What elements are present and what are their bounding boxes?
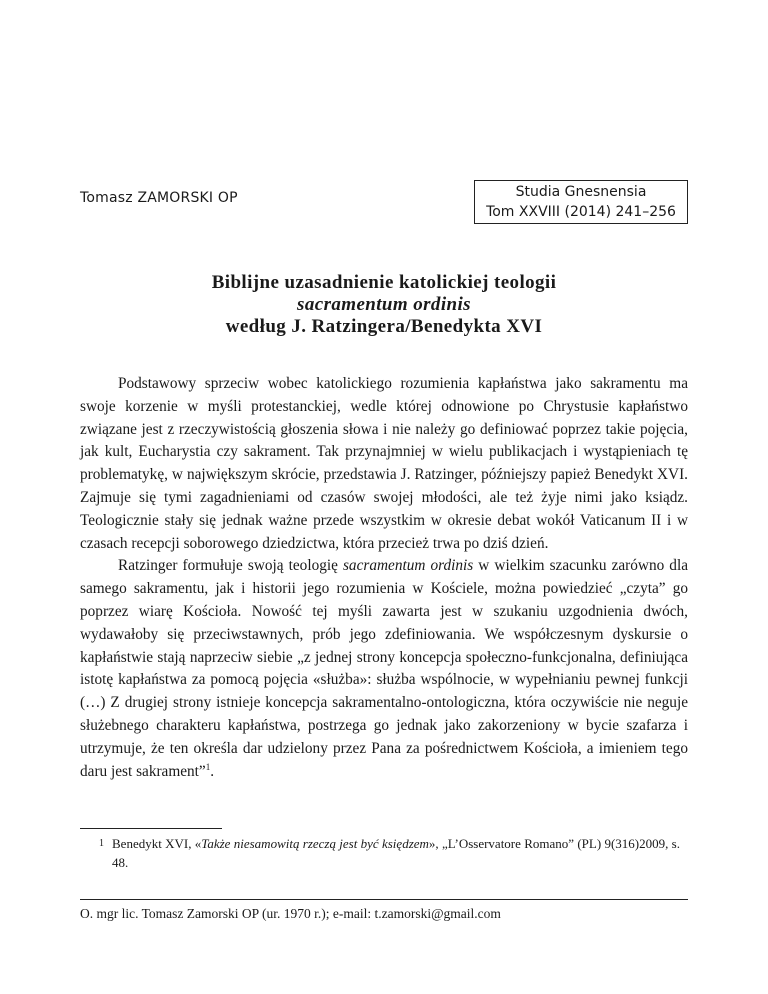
article-title [80, 272, 688, 338]
journal-info-box [474, 180, 688, 224]
paragraph-2-end: . [210, 762, 215, 780]
paragraph-2-start: Ratzinger formułuje swoją teologię [118, 557, 343, 575]
journal-volume: Tom XXVIII (2014) 241–256 [486, 204, 676, 220]
footnote-italic: Także niesamowitą rzeczą jest być księdzem [201, 836, 429, 851]
bottom-separator [80, 899, 688, 900]
author-contact: O. mgr lic. Tomasz Zamorski OP (ur. 1970 r.); e-mail: t.zamorski@gmail.com [80, 906, 501, 921]
footnote-separator [80, 828, 222, 829]
title-line-3: według J. Ratzingera/Benedykta XVI [225, 316, 543, 337]
footnote-text [104, 834, 680, 872]
footnote-reference[interactable]: 1 [205, 761, 211, 772]
author-name: Tomasz ZAMORSKI OP [80, 190, 238, 206]
footnote-number: 1 [99, 838, 104, 849]
footnote-after: », „L’Osservatore Romano” (PL) 9(316)2009, s. 48. [112, 836, 680, 870]
paragraph-2 [80, 555, 688, 783]
footnote-before: Benedykt XVI, « [112, 836, 202, 851]
title-line-1: Biblijne uzasadnienie katolickiej teologii [211, 272, 557, 293]
journal-name: Studia Gnesnensia [515, 184, 647, 200]
article-body [80, 373, 688, 783]
paragraph-1: Podstawowy sprzeciw wobec katolickiego rozumienia kapłaństwa jako sakramentu ma swoje korzenie w myśli protestanckiej, wedle której odnowione po Chrystusie kapłaństwo związane jest z rzeczywistością głoszenia słowa i nie należy go definiować poprzez takie pojęcia, jak kult, Eucharystia czy sakrament. Tak przynajmniej w wielu publikacjach i wystąpieniach tę problematykę, w największym skrócie, przedstawia J. Ratzinger, późniejszy papież Benedykt XVI. Zajmuje się tymi zagadnieniami od czasów swojej młodości, ale też żyje nimi jako ksiądz. Teologicznie stały się jednak ważne przede wszystkim w okresie debat wokół Vaticanum II i w czasach recepcji soborowego dziedzictwa, która przecież trwa po dziś dzień. [80, 375, 688, 552]
paragraph-2-italic: sacramentum ordinis [342, 557, 474, 575]
paragraph-2-rest: w wielkim szacunku zarówno dla samego sakramentu, jak i historii jego rozumienia w Kościele, można powiedzieć „czyta” go poprzez wiarę Kościoła. Nowość tej myśli zawarta jest w szukaniu uzgodnienia dwóch, wydawałoby się przeciwstawnych, prób jego zdefiniowania. We współczesnym dyskursie o kapłaństwie stają naprzeciw siebie „z jednej strony koncepcja społeczno-funkcjonalna, definiująca istotę kapłaństwa za pomocą pojęcia «służba»: służba wspólnocie, w wypełnianiu pewnej funkcji (…) Z drugiej strony istnieje koncepcja sakramentalno-ontologiczna, która oczywiście nie neguje służebnego charakteru kapłaństwa, postrzega go jednak jako zakorzeniony w bycie szafarza i utrzymuje, że ten określa dar udzielony przez Pana za pośrednictwem Kościoła, a imieniem tego daru jest sakrament” [80, 557, 688, 780]
title-line-2: sacramentum ordinis [297, 294, 471, 315]
footnote [80, 834, 688, 872]
